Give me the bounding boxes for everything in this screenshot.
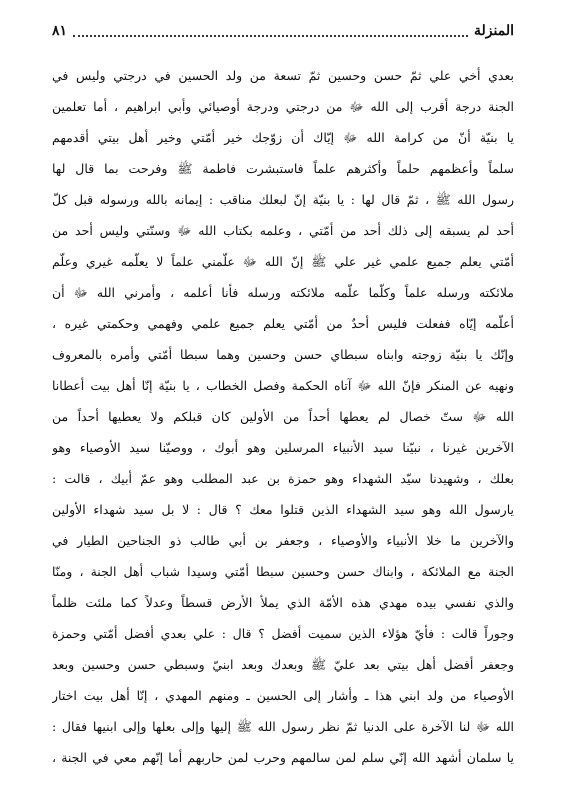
chapter-title: المنزلة xyxy=(474,23,514,39)
text-line: يا سلمان أشهد الله إنّي سلم لمن سالمهم وحرب لمن حاربهم أما إنّهم معي في الجنة ، xyxy=(52,750,514,765)
text-line: الآخرين غيرنا ، نبيّنا سيد الأنبياء المرسلين وهو أبوك ، ووصيّنا سيد الأوصياء وهو xyxy=(52,440,514,455)
running-header xyxy=(52,18,514,44)
text-line: أعلّمه إيّاه ففعلت فليس أحدٌ من أمّتي يعلم جميع علمي وفهمي وحكمتي غيره ، xyxy=(52,316,514,331)
text-line: وجوراً قالت : فأيّ هؤلاء الذين سميت أفضل ؟ قال : علي بعدي أفضل أمّتي وحمزة xyxy=(52,626,514,641)
text-line: وإنّك يا بنيّة زوجته وابناه سبطاي حسن وحسين وهما سبطا أمّتي وأمره بالمعروف xyxy=(52,347,514,362)
text-line: سلماً وأعظمهم حلماً وأكثرهم علماً فاستبشرت فاطمة ﷺ وفرحت بما قال لها xyxy=(52,161,514,176)
body-text xyxy=(52,60,514,773)
text-line: الله ﷻ ستّ خصال لم يعطها أحداً من الأولين كان قبلكم ولا يعطيها أحداً من xyxy=(52,409,514,424)
text-line: بعدي أخي علي ثمّ حسن وحسين ثمّ تسعة من ولد الحسين في درجتي وليس في xyxy=(52,68,514,83)
text-line: أحد لم يسبقه إلى ذلك أحد من أمّتي ، وعلمه بكتاب الله ﷻ وسنّتي وليس أحد من xyxy=(52,223,514,238)
text-line: يارسول الله وهو سيد الشهداء الذين قتلوا معك ؟ قال : لا بل سيد شهداء الأولين xyxy=(52,502,514,517)
text-line: وجعفر أفضل أهل بيتي بعد عليّ ﷺ وبعدك وبعد ابنيّ وسبطي حسن وحسين وبعد xyxy=(52,657,514,672)
dotted-leader xyxy=(73,34,468,37)
text-line: بعلك ، وشهيدنا سيّد الشهداء وهو حمزة بن عبد المطلب وهو عمّ أبيك ، قالت : xyxy=(52,471,514,486)
text-line: الله ﷻ لنا الآخرة على الدنيا ثمّ نظر رسول الله ﷺ إليها وإلى بعلها وإلى ابنيها فقال : xyxy=(52,719,514,734)
text-line: ملائكته ورسله علماً وكلّما علّمه ملائكته ورسله فأنا أعلمه ، وأمرني الله ﷻ أن xyxy=(52,285,514,300)
text-line: ونهيه عن المنكر فإنّ الله ﷻ آتاه الحكمة وفصل الخطاب ، يا بنيّة إنّا أهل بيت أعطانا xyxy=(52,378,514,393)
text-line: الجنة مع الملائكة ، وابناك حسن وحسين سبطا أمّتي وسيدا شباب أهل الجنة ، ومنّا xyxy=(52,564,514,579)
text-line: الأوصياء من ولد ابني هذا ـ وأشار إلى الحسين ـ ومنهم المهدي ، إنّا أهل بيت اختار xyxy=(52,688,514,703)
text-line: رسول الله ﷺ ، ثمّ قال لها : يا بنيّة إنّ لبعلك مناقب : إيمانه بالله ورسوله قبل كلّ xyxy=(52,192,514,207)
page-number: ٨١ xyxy=(52,23,68,39)
text-line: الجنة درجة أقرب إلى الله ﷻ من درجتي ودرجة أوصيائي وأبي ابراهيم ، أما تعلمين xyxy=(52,99,514,114)
text-line: والذي نفسي بيده مهدي هذه الأمّة الذي يملأ الأرض قسطاً وعدلاً كما ملئت ظلماً xyxy=(52,595,514,610)
text-line: يا بنيّة أنّ من كرامة الله ﷻ إيّاك أن زوّجك خير أمّتي وخير أهل بيتي أقدمهم xyxy=(52,130,514,145)
text-line: أمّتي يعلم جميع علمي غير علي ﷺ إنّ الله ﷻ علّمني علماً لا يعلّمه غيري وعلّم xyxy=(52,254,514,269)
text-line: والآخرين ما خلا الأنبياء والأوصياء ، وجعفر بن أبي طالب ذو الجناحين الطيار في xyxy=(52,533,514,548)
